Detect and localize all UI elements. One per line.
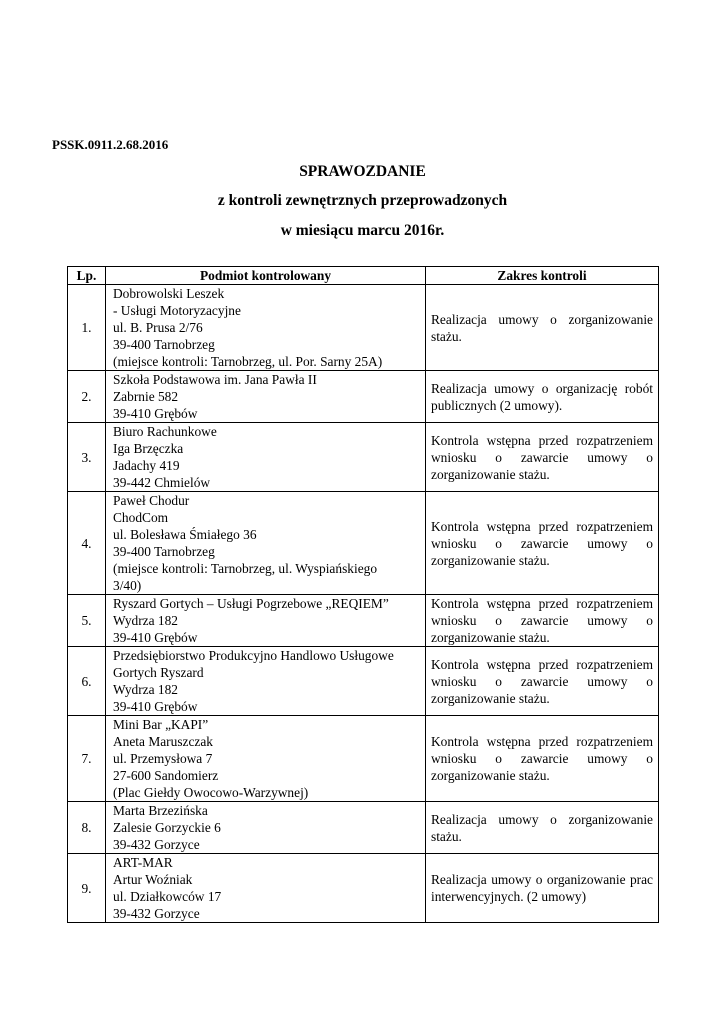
table-row <box>68 492 659 595</box>
entity-line: - Usługi Motoryzacyjne <box>113 303 241 318</box>
entity-line: Zalesie Gorzyckie 6 <box>113 820 221 835</box>
entity-line: Paweł Chodur <box>113 493 190 508</box>
table-header-row <box>68 267 659 285</box>
row-number: 2. <box>68 371 106 423</box>
table-row <box>68 285 659 371</box>
inspected-entity <box>106 647 426 716</box>
entity-line: Marta Brzezińska <box>113 803 208 818</box>
entity-line: 39-410 Grębów <box>113 630 198 645</box>
entity-line: Wydrza 182 <box>113 682 179 697</box>
table-row <box>68 423 659 492</box>
entity-line: ul. Przemysłowa 7 <box>113 751 213 766</box>
report-title: SPRAWOZDANIE <box>299 163 426 180</box>
entity-line: (miejsce kontroli: Tarnobrzeg, ul. Por. Sarny 25A) <box>113 354 383 369</box>
entity-line: 39-400 Tarnobrzeg <box>113 337 215 352</box>
entity-line: ART-MAR <box>113 855 173 870</box>
inspections-table <box>67 266 659 923</box>
header-subject: Podmiot kontrolowany <box>106 267 426 285</box>
row-number: 7. <box>68 716 106 802</box>
table-row <box>68 647 659 716</box>
inspected-entity <box>106 492 426 595</box>
entity-line: (miejsce kontroli: Tarnobrzeg, ul. Wyspiańskiego <box>113 561 378 576</box>
header-lp: Lp. <box>68 267 106 285</box>
entity-line: Dobrowolski Leszek <box>113 286 225 301</box>
entity-line: ChodCom <box>113 510 169 525</box>
entity-line: ul. B. Prusa 2/76 <box>113 320 203 335</box>
row-number: 8. <box>68 802 106 854</box>
inspected-entity <box>106 371 426 423</box>
entity-line: 39-410 Grębów <box>113 406 198 421</box>
row-number: 3. <box>68 423 106 492</box>
entity-line: Gortych Ryszard <box>113 665 204 680</box>
entity-line: 27-600 Sandomierz <box>113 768 219 783</box>
inspected-entity <box>106 595 426 647</box>
inspection-scope: Realizacja umowy o organizowanie prac interwencyjnych. (2 umowy) <box>426 854 659 923</box>
inspection-scope: Realizacja umowy o zorganizowanie stażu. <box>426 802 659 854</box>
inspection-scope: Kontrola wstępna przed rozpatrzeniem wniosku o zawarcie umowy o zorganizowanie stażu. <box>426 492 659 595</box>
entity-line: 39-432 Gorzyce <box>113 906 200 921</box>
inspected-entity <box>106 854 426 923</box>
entity-line: (Plac Giełdy Owocowo-Warzywnej) <box>113 785 309 800</box>
header-scope: Zakres kontroli <box>426 267 659 285</box>
inspection-scope: Realizacja umowy o zorganizowanie stażu. <box>426 285 659 371</box>
inspected-entity <box>106 285 426 371</box>
table-row <box>68 854 659 923</box>
inspection-scope: Kontrola wstępna przed rozpatrzeniem wniosku o zawarcie umowy o zorganizowanie stażu. <box>426 647 659 716</box>
entity-line: ul. Działkowców 17 <box>113 889 222 904</box>
entity-line: Aneta Maruszczak <box>113 734 214 749</box>
entity-line: 39-442 Chmielów <box>113 475 211 490</box>
inspected-entity <box>106 802 426 854</box>
report-subtitle: z kontroli zewnętrznych przeprowadzonych <box>217 192 508 209</box>
report-period: w miesiącu marcu 2016r. <box>280 222 445 239</box>
entity-line: Szkoła Podstawowa im. Jana Pawła II <box>113 372 317 387</box>
entity-line: Jadachy 419 <box>113 458 180 473</box>
inspection-scope: Kontrola wstępna przed rozpatrzeniem wniosku o zawarcie umowy o zorganizowanie stażu. <box>426 716 659 802</box>
table-row <box>68 716 659 802</box>
row-number: 4. <box>68 492 106 595</box>
entity-line: 39-400 Tarnobrzeg <box>113 544 215 559</box>
entity-line: ul. Bolesława Śmiałego 36 <box>113 527 257 542</box>
entity-line: 39-410 Grębów <box>113 699 198 714</box>
document-reference-number: PSSK.0911.2.68.2016 <box>52 137 169 152</box>
entity-line: 39-432 Gorzyce <box>113 837 200 852</box>
row-number: 5. <box>68 595 106 647</box>
inspected-entity <box>106 716 426 802</box>
table-row <box>68 595 659 647</box>
entity-line: Iga Brzęczka <box>113 441 184 456</box>
entity-line: Zabrnie 582 <box>113 389 179 404</box>
entity-line: Wydrza 182 <box>113 613 179 628</box>
inspection-scope: Kontrola wstępna przed rozpatrzeniem wniosku o zawarcie umowy o zorganizowanie stażu. <box>426 595 659 647</box>
entity-line: Ryszard Gortych – Usługi Pogrzebowe „REQIEM” <box>113 596 389 611</box>
entity-line: Mini Bar „KAPI” <box>113 717 209 732</box>
row-number: 9. <box>68 854 106 923</box>
entity-line: Artur Woźniak <box>113 872 193 887</box>
table-row <box>68 802 659 854</box>
row-number: 6. <box>68 647 106 716</box>
inspection-scope: Kontrola wstępna przed rozpatrzeniem wniosku o zawarcie umowy o zorganizowanie stażu. <box>426 423 659 492</box>
inspection-scope: Realizacja umowy o organizację robót publicznych (2 umowy). <box>426 371 659 423</box>
table-row <box>68 371 659 423</box>
entity-line: Biuro Rachunkowe <box>113 424 217 439</box>
row-number: 1. <box>68 285 106 371</box>
entity-line: 3/40) <box>113 578 142 593</box>
inspected-entity <box>106 423 426 492</box>
entity-line: Przedsiębiorstwo Produkcyjno Handlowo Usługowe <box>113 648 394 663</box>
